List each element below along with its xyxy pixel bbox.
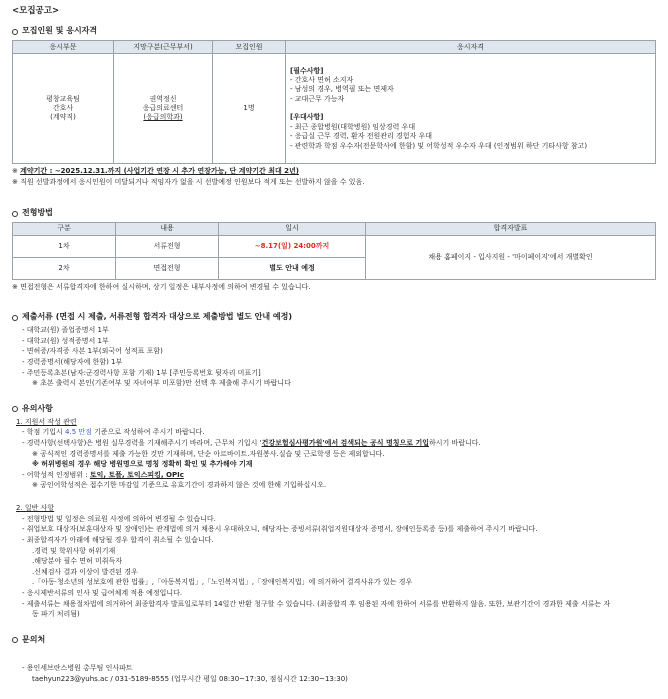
th-announcement: 합격자발표 xyxy=(366,222,656,235)
subsection-application: 1. 지원서 작성 관련 xyxy=(16,417,77,426)
list-item: ※ 공식적인 경력증명서를 제출 가능한 것만 기재하며, 단순 아르바이트.자원봉사.실습 및 근로학생 등은 제외합니다. xyxy=(32,449,385,458)
count-cell: 1명 xyxy=(213,54,286,164)
list-item: - 전형방법 및 일정은 의료원 사정에 의하여 변경될 수 있습니다. xyxy=(22,514,216,523)
list-item: - 어학성적 인정범위 : 토익, 토플, 토익스피킹, OPIc xyxy=(22,470,184,479)
circle-bullet-icon xyxy=(12,315,18,321)
list-item: ※ 허위병원의 경우 해당 병원명으로 명칭 정확히 확인 및 추가해야 기재 xyxy=(32,460,253,469)
circle-bullet-icon xyxy=(12,29,18,35)
contract-period: 계약기간 : ~2025.12.31.까지 (사업기간 연장 시 추가 연장가능, 단 계약기간 최대 2년) xyxy=(20,167,300,176)
list-item: - 취업보호 대상자(보훈대상자 및 장애인)는 관계법에 의거 채용시 우대하오니, 해당자는 증빙서류(취업지원대상자 증명서, 장애인등록증 등)를 제출하여 주시기 바랍니다. xyxy=(22,525,538,534)
th-dept: 응시부문 xyxy=(13,41,114,54)
contact-email-phone[interactable]: taehyun223@yuhs.ac / 031-5189-8555 (업무시간 평일 08:30~17:30, 점심시간 12:30~13:30) xyxy=(32,674,348,683)
preferred-title: [우대사항] xyxy=(290,113,324,122)
list-item: .신체검사 결과 이상이 발견된 경우 xyxy=(32,567,138,576)
application-notes xyxy=(12,428,656,491)
list-item: - 경력사항(선택사항)은 병원 실무경력을 기재해주시기 바라며, 근무처 기입시 '건강보험심사평가원'에서 검색되는 공식 명칭으로 기입하시기 바랍니다. xyxy=(22,438,481,447)
general-notes xyxy=(12,515,656,620)
unit-cell: 권역정신 응급의료센터 (응급의학과) xyxy=(114,54,213,164)
eligibility-notes: ※ 계약기간 : ~2025.12.31.까지 (사업기간 연장 시 추가 연장가능, 단 계약기간 최대 2년) ※ 직원 선발과정에서 응시인원이 미달되거나 적임자가 없을 시 선발예정 인원보다 적게 또는 선발하지 않을 수 있음. xyxy=(12,167,365,186)
list-item: .경력 및 학위사항 허위기재 xyxy=(32,546,116,555)
contact-org: - 용인세브란스병원 총무팀 인사파트 xyxy=(22,663,133,672)
circle-bullet-icon xyxy=(12,637,18,643)
list-item: ※ 공인어학성적은 접수기한 마감일 기준으로 유효기간이 경과하지 않은 것에 한해 기입하십시오. xyxy=(32,481,327,490)
th-date: 일시 xyxy=(219,222,366,235)
list-item: - 면허증/자격증 사본 1부(외국어 성적표 포함) xyxy=(22,347,163,356)
eligibility-table xyxy=(12,40,656,164)
list-item: - 대학교(원) 성적증명서 1부 xyxy=(22,336,109,345)
dept-cell: 평창교육팀 간호사 (계약직) xyxy=(13,54,114,164)
section-title-eligibility: 모집인원 및 응시자격 xyxy=(12,26,656,37)
list-item: - 경력증명서(해당자에 한함) 1부 xyxy=(22,358,123,367)
circle-bullet-icon xyxy=(12,406,18,412)
documents-note: ※ 초본 출력시 본인(기존여부 및 자녀여부 미포함)만 선택 후 제출해 주시기 바랍니다 xyxy=(32,379,291,388)
required-title: [필수사항] xyxy=(290,66,324,75)
selection-note: ※ 면접전형은 서류합격자에 한하여 실시하며, 상기 일정은 내부사정에 의하여 변경될 수 있습니다. xyxy=(12,282,311,291)
list-item: - 대학교(원) 졸업증명서 1부 xyxy=(22,326,109,335)
list-item: - 제출서류는 채용절차법에 의거하여 최종합격자 발표일로부터 14일간 반환 청구할 수 있습니다. (최종합격 후 임용된 자에 한하여 서류를 반환하지 않음. 또한, 보관기간이 경과한 제출 서류는 자 xyxy=(22,599,611,608)
list-item: 동 파기 처리됨) xyxy=(32,610,80,619)
th-qualification: 응시자격 xyxy=(286,41,656,54)
section-title-documents: 제출서류 (면접 시 제출, 서류전형 합격자 대상으로 제출방법 별도 안내 예정) xyxy=(12,312,656,323)
th-content: 내용 xyxy=(116,222,219,235)
th-count: 모집인원 xyxy=(213,41,286,54)
page-title: <모집공고> xyxy=(12,6,60,16)
list-item: - 응시제반서류의 인사 및 급여체계 적용 예정입니다. xyxy=(22,589,183,598)
contact-info xyxy=(12,664,656,684)
table-row: 1차 서류전형 ~8.17(일) 24:00까지 채용 홈페이지 - 입사지원 - '마이페이지'에서 개별확인 xyxy=(13,235,656,257)
list-item: - 최종합격자가 아래에 해당될 경우 합격이 취소될 수 있습니다. xyxy=(22,535,214,544)
section-title-notes: 유의사항 xyxy=(12,404,656,415)
documents-list xyxy=(12,326,656,389)
list-item: - 주민등록초본(남자:군경력사항 포함 기재) 1부 [주민등록번호 뒷자리 미표기] xyxy=(22,368,261,377)
th-unit: 지망구분(근무부서) xyxy=(114,41,213,54)
th-stage: 구분 xyxy=(13,222,116,235)
qualification-cell: [필수사항] - 간호사 면허 소지자 - 남성의 경우, 병역필 또는 면제자 - 교대근무 가능자 [우대사항] - 최근 종합병원(대학병원) 임상경력 우대 - 응급실 근무 경력, 환자 전원관리 경험자 우대 - 관련학과 학점 우수자(전문학사에 한함) 및 어학성적 우수자 우대 (인정범위 하단 기타사항 참고) xyxy=(286,54,656,164)
section-title-selection: 전형방법 xyxy=(12,208,656,219)
list-item: - 학점 기입시 4.5 만점 기준으로 작성하여 주시기 바랍니다. xyxy=(22,428,205,437)
list-item: .해당분야 필수 면허 미취득자 xyxy=(32,557,123,566)
section-title-contact: 문의처 xyxy=(12,635,656,646)
subsection-general: 2. 일반 사항 xyxy=(16,504,55,513)
list-item: .「아동·청소년의 성보호에 관한 법률」,「아동복지법」,「노인복지법」,「장애인복지법」에 의거하여 결격사유가 있는 경우 xyxy=(32,578,413,587)
announcement-cell: 채용 홈페이지 - 입사지원 - '마이페이지'에서 개별확인 xyxy=(366,235,656,279)
selection-table xyxy=(12,222,656,280)
circle-bullet-icon xyxy=(12,211,18,217)
table-row: 2차 면접전형 별도 안내 예정 xyxy=(13,257,656,279)
